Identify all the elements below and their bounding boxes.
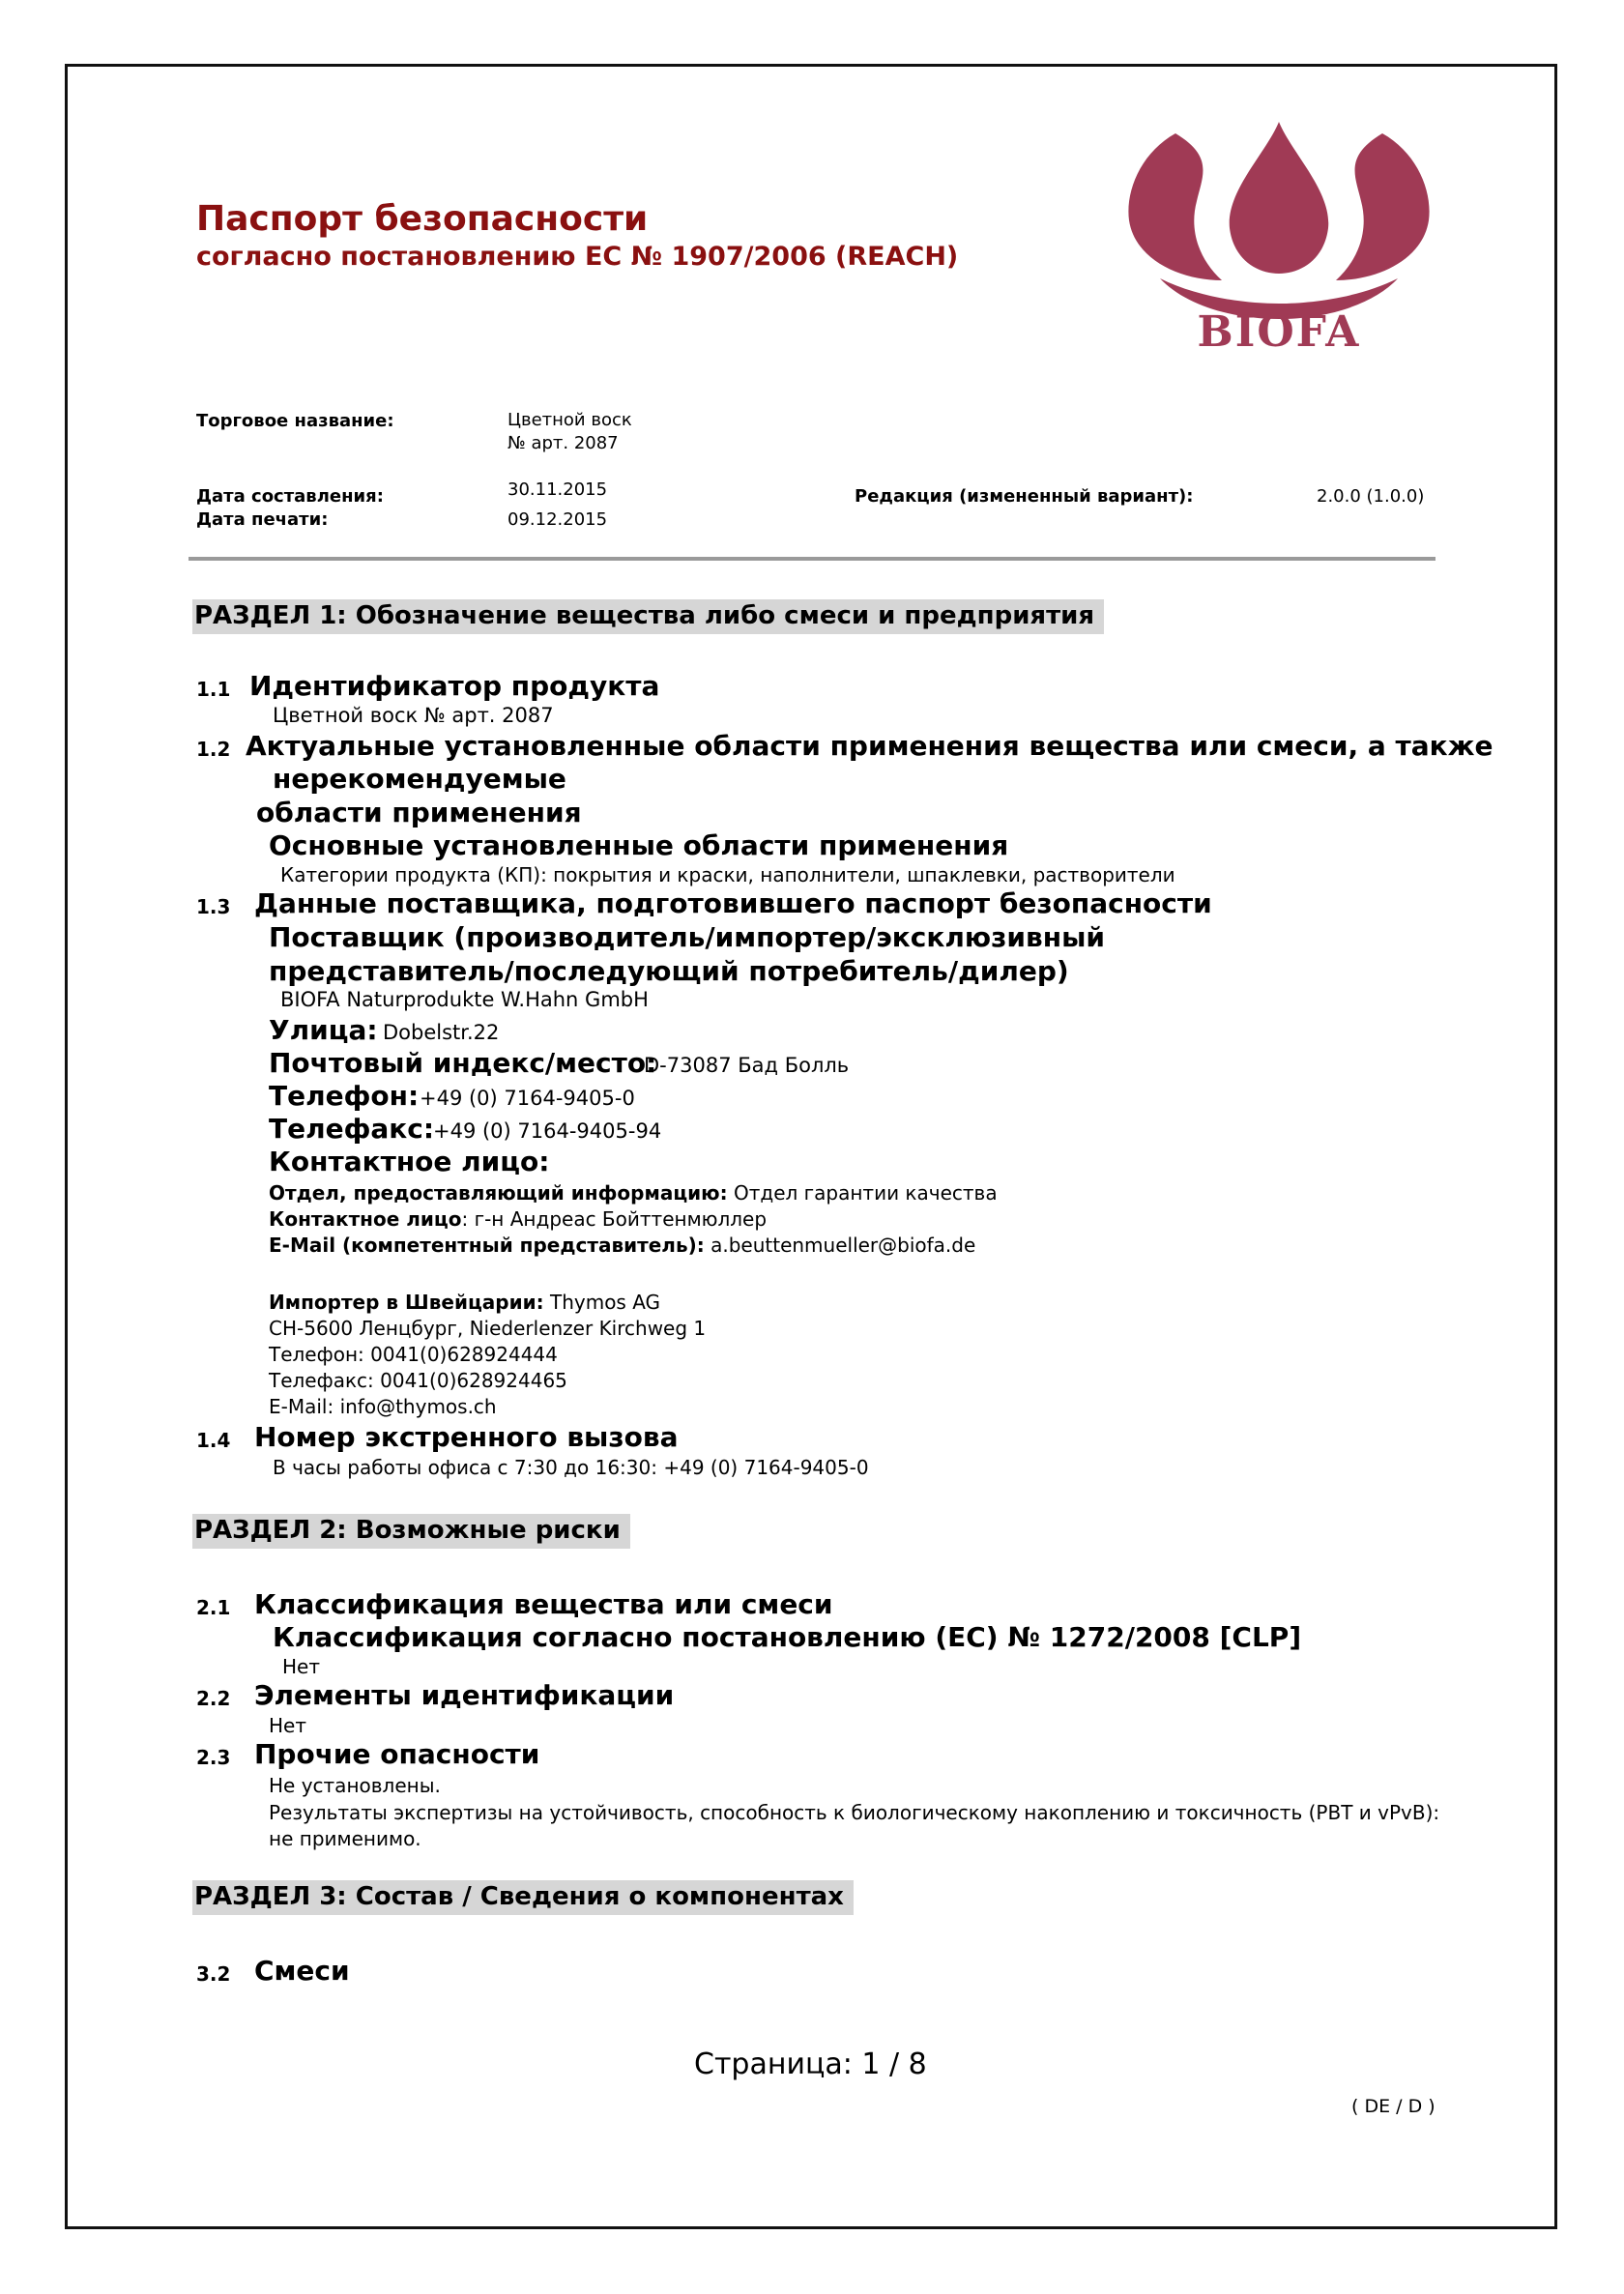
emergency-number: В часы работы офиса с 7:30 до 16:30: +49 (0) 7164-9405-0 xyxy=(273,1456,869,1479)
item-number: 1.2 xyxy=(196,738,231,761)
zip-value: D-73087 Бад Болль xyxy=(644,1054,850,1077)
importer-name: Thymos AG xyxy=(549,1291,661,1314)
subsection-heading-cont: области применения xyxy=(256,797,582,828)
subsection-heading: Смеси xyxy=(254,1955,350,1987)
info-dept-label: Отдел, предоставляющий информацию: xyxy=(269,1181,728,1205)
phone-label: Телефон: xyxy=(269,1080,420,1112)
other-hazards-value: Не установлены. xyxy=(269,1774,441,1797)
revision-label: Редакция (измененный вариант): xyxy=(855,486,1194,507)
subsection-heading: Данные поставщика, подготовившего паспорт безопасности xyxy=(254,887,1212,919)
importer-phone: Телефон: 0041(0)628924444 xyxy=(269,1343,558,1366)
fax-label: Телефакс: xyxy=(269,1113,435,1145)
product-categories: Категории продукта (КП): покрытия и краски, наполнители, шпаклевки, растворители xyxy=(280,863,1175,886)
zip-label: Почтовый индекс/место: xyxy=(269,1047,657,1079)
supplier-heading: Поставщик (производитель/импортер/эксклюзивный xyxy=(269,921,1106,953)
supplier-heading-cont: представитель/последующий потребитель/дилер) xyxy=(269,955,1069,987)
item-number: 2.3 xyxy=(196,1746,231,1769)
logo-text: BIOFA xyxy=(1197,307,1361,357)
section-2-heading: РАЗДЕЛ 2: Возможные риски xyxy=(192,1514,630,1549)
subsection-heading: Классификация вещества или смеси xyxy=(254,1588,833,1620)
item-number: 1.4 xyxy=(196,1429,231,1452)
info-dept-value: Отдел гарантии качества xyxy=(733,1181,998,1205)
item-number: 1.3 xyxy=(196,895,231,918)
email-label: E-Mail (компетентный представитель): xyxy=(269,1234,705,1257)
contact-heading: Контактное лицо: xyxy=(269,1146,550,1177)
subsection-heading: Элементы идентификации xyxy=(254,1679,675,1711)
phone-value: +49 (0) 7164-9405-0 xyxy=(420,1087,635,1110)
street-label: Улица: xyxy=(269,1014,378,1046)
item-number: 3.2 xyxy=(196,1962,231,1986)
email-line xyxy=(269,1234,975,1257)
importer-email[interactable]: E-Mail: info@thymos.ch xyxy=(269,1395,497,1418)
subsection-subheading: Основные установленные области применения xyxy=(269,829,1009,861)
email-link[interactable]: a.beuttenmueller@biofa.de xyxy=(710,1234,976,1257)
trade-name-label: Торговое название: xyxy=(196,411,394,431)
subsection-heading: Номер экстренного вызова xyxy=(254,1421,679,1453)
header-divider xyxy=(188,557,1436,561)
classification-value: Нет xyxy=(282,1655,320,1678)
revision-value: 2.0.0 (1.0.0) xyxy=(1317,486,1425,507)
page-number: Страница: 1 / 8 xyxy=(694,2047,927,2081)
importer-label: Импортер в Швейцарии: xyxy=(269,1291,544,1314)
item-number: 2.1 xyxy=(196,1596,231,1619)
language-code: ( DE / D ) xyxy=(1351,2096,1436,2117)
contact-person-line xyxy=(269,1207,767,1231)
subsection-heading: Идентификатор продукта xyxy=(249,670,660,702)
section-1-heading: РАЗДЕЛ 1: Обозначение вещества либо смеси и предприятия xyxy=(192,599,1104,634)
subsection-heading: Актуальные установленные области применения вещества или смеси, а также xyxy=(246,730,1494,762)
created-value: 30.11.2015 xyxy=(508,479,608,500)
street-value: Dobelstr.22 xyxy=(383,1021,500,1044)
product-identifier: Цветной воск № арт. 2087 xyxy=(273,704,554,727)
created-label: Дата составления: xyxy=(196,486,384,507)
label-elements-value: Нет xyxy=(269,1714,306,1737)
biofa-logo xyxy=(1121,114,1436,367)
item-number: 1.1 xyxy=(196,678,231,701)
company-name: BIOFA Naturprodukte W.Hahn GmbH xyxy=(280,988,649,1011)
contact-person-value: : г-н Андреас Бойттенмюллер xyxy=(461,1207,768,1231)
art-number: № арт. 2087 xyxy=(508,433,619,453)
subsection-heading: Прочие опасности xyxy=(254,1738,540,1770)
info-dept-line xyxy=(269,1181,998,1205)
importer-fax: Телефакс: 0041(0)628924465 xyxy=(269,1369,567,1392)
page-subtitle: согласно постановлению ЕС № 1907/2006 (REACH) xyxy=(196,242,959,272)
contact-person-label: Контактное лицо xyxy=(269,1207,462,1231)
fax-value: +49 (0) 7164-9405-94 xyxy=(433,1119,662,1143)
printed-label: Дата печати: xyxy=(196,509,329,530)
page-title: Паспорт безопасности xyxy=(196,199,649,239)
trade-name-value: Цветной воск xyxy=(508,410,632,430)
importer-line xyxy=(269,1291,660,1314)
importer-address: CH-5600 Ленцбург, Niederlenzer Kirchweg 1 xyxy=(269,1317,707,1340)
pbt-assessment: Результаты экспертизы на устойчивость, способность к биологическому накоплению и токсичность (PBT и vPvB): не применимо. xyxy=(269,1801,1440,1850)
section-3-heading: РАЗДЕЛ 3: Состав / Сведения о компонентах xyxy=(192,1880,854,1915)
item-number: 2.2 xyxy=(196,1687,231,1710)
subsection-subheading: Классификация согласно постановлению (ЕС) № 1272/2008 [CLP] xyxy=(273,1621,1302,1653)
subsection-heading-cont: нерекомендуемые xyxy=(273,763,566,795)
printed-value: 09.12.2015 xyxy=(508,509,608,530)
